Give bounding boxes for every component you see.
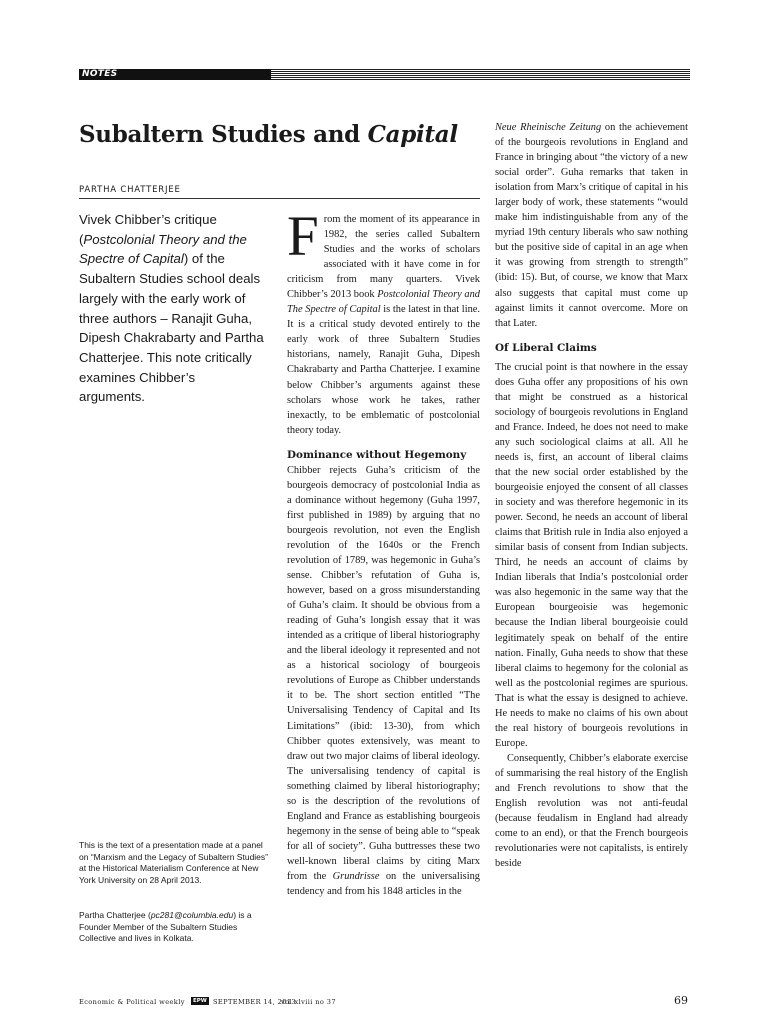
page-footer [79, 994, 690, 1008]
paragraph-liberal-claims: The crucial point is that nowhere in the essay does Guha offer any propositions of his own that might be construed as a historical sociology of bourgeois revolutions in England and France. Indeed, he does not need to make any such sociological claims at all. All he needs is, first, an account of liberal claims that the new social order established by the bourgeoisie enjoyed the consent of all classes in society and was therefore hegemonic in its power. Second, he needs an account of liberal claims that British rule in India also enjoyed a similar basis of consent from Indian subjects. Third, he needs an account of claims by Indian liberals that India’s postcolonial order was also hegemonic in the same way that the European bourgeoisie was hegemonic because the Indian liberal bourgeoisie could legitimately speak on behalf of the entire nation. Finally, Guha needs to show that these liberal claims to hegemony for the colonial as well as the postcolonial regimes are spurious. That is what the essay is designed to achieve. He needs to make no claims of his own about the real history of bourgeois revolutions in Europe. [495, 361, 688, 749]
author-email: pc281@columbia.edu [150, 910, 234, 920]
abstract-text-end: ) of the Subaltern Studies school deals largely with the early work of three authors – Ranajit Guha, Dipesh Chakrabarty and Partha Chatterjee. This note critically examines Chibber’s arguments. [79, 251, 264, 405]
issue-volume: vol xlviii no 37 [281, 998, 336, 1006]
abstract-book-title: Postcolonial Theory and the Spectre of Capital [79, 231, 247, 267]
title-italic: Capital [367, 121, 458, 148]
title-text: Subaltern Studies and [79, 121, 368, 148]
author-footnote [79, 910, 269, 945]
abstract [79, 210, 264, 407]
section-label: NOTES [79, 69, 271, 80]
issue-date: SEPTEMBER 14, 2013 [213, 998, 297, 1006]
paragraph-dominance-part1: Chibber rejects Guha’s criticism of the bourgeois democracy of postcolonial India as a dominance without hegemony (Guha 1997, first published in 1989) by arguing that no bourgeois revolution, not even the English revolution of the 1640s or the French revolution of 1789, was hegemonic in Guha’s sense. Chibber’s refutation of Guha is, however, based on a gross misunderstanding of Guha’s claim. It should be obvious from a reading of Guha’s longish essay that it was intended as a critique of liberal historiography and the liberal ideology it represented and not as a historical sociology of bourgeois revolutions of Europe as Chibber understands it to be. The short section entitled “The Universalising Tendency of Capital and Its Limitations” (ibid: 13-30), from which Chibber quotes extensively, was meant to draw out two major claims of liberal ideology. The universalising tendency of capital is something claimed by liberal historiography; so is the description of the revolutions of England and France as establishing bourgeois hegemony in the sense of being able to “speak for all of society”. Guha buttresses these two well-known liberal claims by citing Marx from the Grundrisse on the universalising tendency and from his 1848 articles in the [287, 464, 480, 898]
journal-name: Economic & Political weekly [79, 998, 185, 1006]
author-name: PARTHA CHATTERJEE [79, 185, 181, 195]
section-heading-liberal-claims: Of Liberal Claims [495, 341, 597, 354]
abstract-text: Vivek Chibber’s critique ( [79, 212, 217, 247]
intro-paragraph: From the moment of its appearance in 1982, the series called Subaltern Studies and the works of scholars associated with it have come in for criticism from many quarters. Vivek Chibber’s 2013 book Postcolonial Theory and The Spectre of Capital is the latest in that line. It is a critical study devoted entirely to the early work of three Subaltern Studies historians, namely, Ranajit Guha, Dipesh Chakrabarty and Partha Chatterjee. I examine below Chibber’s arguments against these scholars whose work he takes, rather inexactly, to be emblematic of postcolonial theory today. [287, 205, 480, 436]
section-header-bar [79, 69, 690, 80]
title-rule [79, 198, 480, 199]
page-number: 69 [674, 994, 688, 1007]
body-column-3 [495, 120, 688, 871]
paragraph-consequently: Consequently, Chibber’s elaborate exercise of summarising the real history of the English and French revolutions to show that the English revolution was not anti-feudal (because feudalism in England had already come to an end), or that the French bourgeois revolutionaries were not capitalists, is entirely beside [495, 752, 688, 870]
journal-logo: EPW [193, 998, 207, 1004]
presentation-footnote: This is the text of a presentation made at a panel on “Marxism and the Legacy of Subaltern Studies” at the Historical Materialism Conference at New York University on 28 April 2013. [79, 840, 268, 886]
grundrisse-title: Grundrisse [332, 870, 380, 882]
author-footnote-text: Partha Chatterjee ( [79, 910, 151, 920]
newspaper-title: Neue Rheinische Zeitung [495, 122, 602, 133]
section-heading-dominance: Dominance without Hegemony [287, 448, 467, 461]
author-footnote-end: ) is a Founder Member of the Subaltern Studies Collective and lives in Kolkata. [79, 910, 252, 944]
book-title: Postcolonial Theory and The Spectre of Capital [287, 289, 480, 316]
drop-cap: F [287, 205, 319, 268]
article-title [79, 120, 499, 150]
section-rule [271, 69, 690, 80]
body-column-2 [287, 205, 480, 899]
paragraph-dominance-part2: Neue Rheinische Zeitung on the achievement of the bourgeois revolutions in England and France in bringing about “the victory of a new social order”. Guha remarks that taken in isolation from Marx’s critique of capital in his larger body of work, these statements “would make him indistinguishable from any of the myriad 19th century liberals who saw nothing but the positive side of capital in an age when it was growing from strength to strength” (ibid: 15). But, of course, we know that Marx also suggests that capital must come up against limits it cannot overcome. More on that Later. [495, 122, 688, 329]
